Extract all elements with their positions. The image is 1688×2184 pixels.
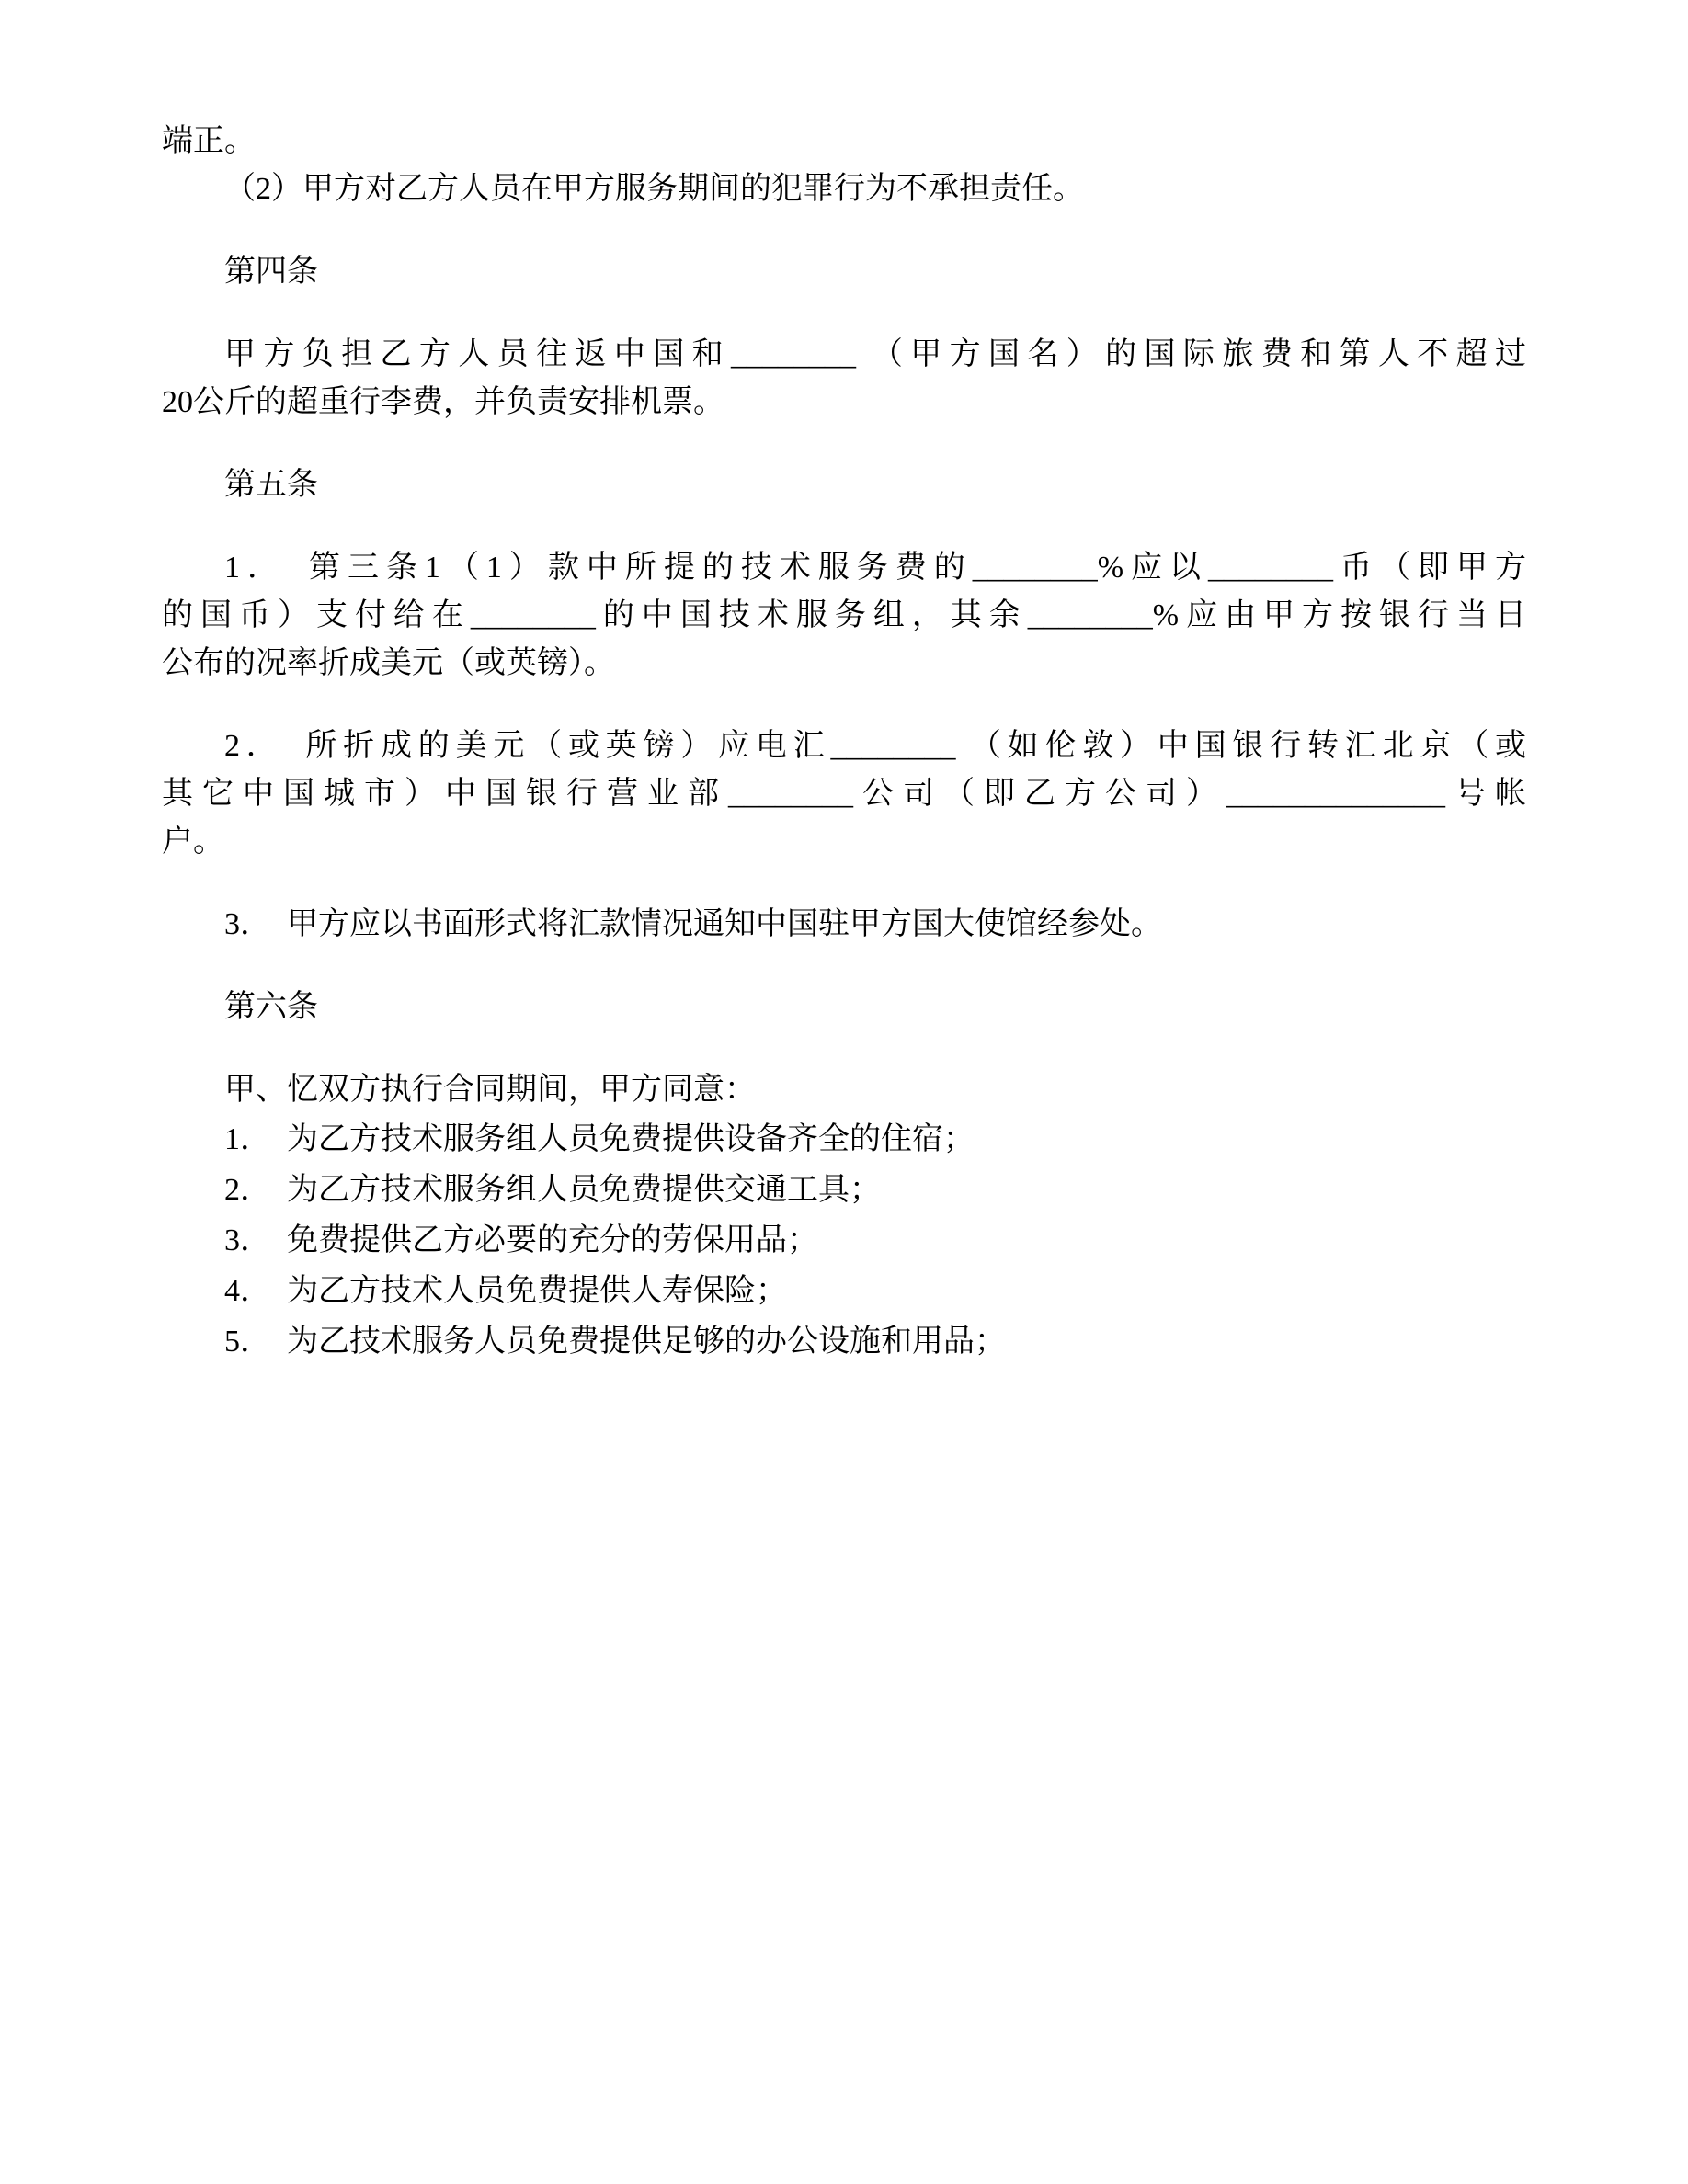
paragraph-line: 户。 [162,825,224,859]
paragraph-line: （2）甲方对乙方人员在甲方服务期间的犯罪行为不承担责任。 [224,172,1084,206]
paragraph-line: 20公斤的超重行李费，并负责安排机票。 [162,385,724,419]
section-heading: 第六条 [224,990,318,1024]
paragraph-line: 甲、忆双方执行合同期间，甲方同意： [224,1073,756,1107]
list-item: 5． 为乙技术服务人员免费提供足够的办公设施和用品； [224,1325,1006,1359]
section-heading: 第四条 [224,255,318,289]
list-item: 2． 为乙方技术服务组人员免费提供交通工具； [224,1173,881,1207]
list-item: 1． 为乙方技术服务组人员免费提供设备齐全的住宿； [224,1122,975,1156]
paragraph-line: 公布的况率折成美元（或英镑）。 [162,646,615,680]
section-heading: 第五条 [224,468,318,502]
paragraph-line: 其它中国城市）中国银行营业部________公司（即乙方公司）______________号帐 [162,777,1526,811]
paragraph-line: 2． 所折成的美元（或英镑）应电汇________ （如伦敦）中国银行转汇北京（或 [224,729,1526,763]
list-item: 4． 为乙方技术人员免费提供人寿保险； [224,1274,787,1308]
paragraph-line: 的国币）支付给在________的中国技术服务组，其余________%应由甲方按银行当日 [162,598,1526,632]
paragraph-line: 3． 甲方应以书面形式将汇款情况通知中国驻甲方国大使馆经参处。 [224,907,1162,941]
paragraph-line: 端正。 [162,124,256,158]
paragraph-line: 甲方负担乙方人员往返中国和________ （甲方国名）的国际旅费和第人不超过 [224,337,1526,371]
paragraph-line: 1． 第三条1（1）款中所提的技术服务费的________%应以________币（即甲方 [224,551,1526,585]
list-item: 3． 免费提供乙方必要的充分的劳保用品； [224,1223,818,1257]
